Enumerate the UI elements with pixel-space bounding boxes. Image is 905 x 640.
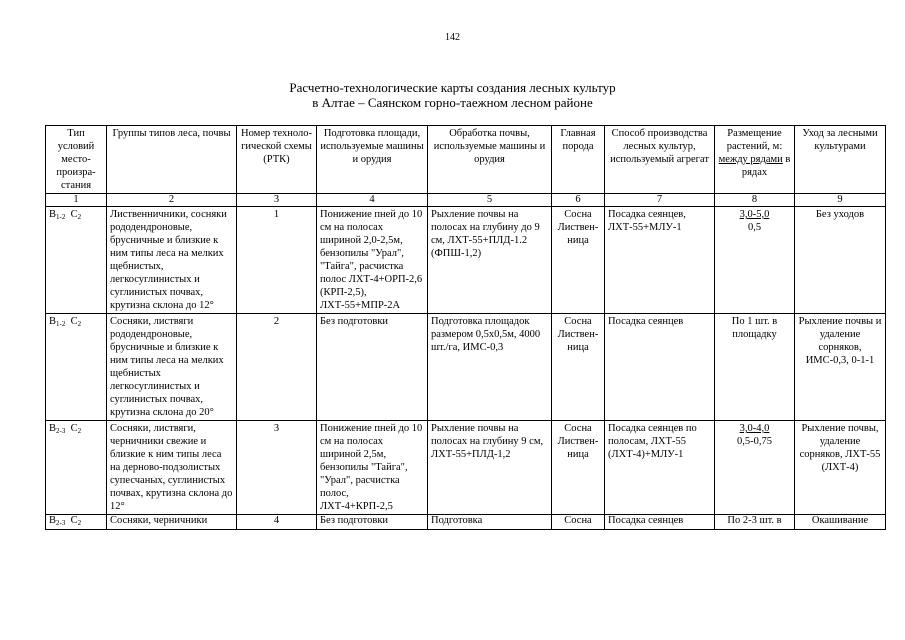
- main-species: Сосна Листвен-ница: [552, 421, 605, 515]
- technology-table: [45, 125, 886, 530]
- main-species: Сосна Листвен-ница: [552, 207, 605, 314]
- placement-between-rows: 3,0-4,0: [739, 423, 770, 434]
- condition-code: $В_{1-2}$ $С_2$: [46, 314, 107, 421]
- plant-placement: [715, 207, 795, 314]
- column-number: 8: [715, 194, 795, 207]
- placement-between-rows: 3,0-5,0: [739, 209, 770, 220]
- condition-code: $В_{2-3}$ $С_2$: [46, 421, 107, 515]
- page-number: 142: [445, 32, 460, 43]
- column-number: 5: [428, 194, 552, 207]
- planting-method: Посадка сеянцев, ЛХТ-55+МЛУ-1: [605, 207, 715, 314]
- site-preparation: Без подготовки: [317, 314, 428, 421]
- forest-groups: Лиственничники, сосняки рододендроновые, брусничные и близкие к ним типы леса на мелких щебнистых, легкосуглинистых и суглинистых почвах, крутизна склона до 12°: [107, 207, 237, 314]
- forest-groups: Сосняки, листвяги, черничники свежие и близкие к ним типы леса на дерново-подзолистых супесчаных, суглинистых почвах, крутизна склона до 12°: [107, 421, 237, 515]
- planting-method: Посадка сеянцев по полосам, ЛХТ-55 (ЛХТ-4)+МЛУ-1: [605, 421, 715, 515]
- main-species: Сосна: [552, 515, 605, 530]
- plant-placement: По 1 шт. в площадку: [715, 314, 795, 421]
- column-number: 1: [46, 194, 107, 207]
- soil-treatment: Подготовка площадок размером 0,5х0,5м, 4000 шт./га, ИМС-0,3: [428, 314, 552, 421]
- table-row: [46, 515, 886, 530]
- main-species: Сосна Листвен-ница: [552, 314, 605, 421]
- header-groups: Группы типов леса, почвы: [107, 126, 237, 194]
- column-number: 2: [107, 194, 237, 207]
- placement-in-rows: 0,5: [747, 222, 762, 233]
- header-placement-pre: Размещение растений, м:: [726, 128, 783, 152]
- culture-care: Окашивание: [795, 515, 886, 530]
- plant-placement: По 2-3 шт. в: [715, 515, 795, 530]
- column-number: 4: [317, 194, 428, 207]
- forest-groups: Сосняки, листвяги рододендроновые, брусничные и близкие к ним типы леса на мелких щебнистых легкосуглинистых и суглинистых почвах, крутизна склона до 20°: [107, 314, 237, 421]
- table-row: [46, 421, 886, 515]
- planting-method: Посадка сеянцев: [605, 314, 715, 421]
- column-number: 6: [552, 194, 605, 207]
- culture-care: Без уходов: [795, 207, 886, 314]
- soil-treatment: Рыхление почвы на полосах на глубину 9 см, ЛХТ-55+ПЛД-1,2: [428, 421, 552, 515]
- culture-care: Рыхление почвы, удаление сорняков, ЛХТ-55 (ЛХТ-4): [795, 421, 886, 515]
- header-soil: Обработка почвы, используемые машины и орудия: [428, 126, 552, 194]
- table-row: [46, 207, 886, 314]
- scheme-number: 2: [237, 314, 317, 421]
- header-prep: Подготовка площади, используемые машины и орудия: [317, 126, 428, 194]
- header-placement-rows: между рядами: [718, 154, 783, 165]
- column-number: 7: [605, 194, 715, 207]
- column-number: 3: [237, 194, 317, 207]
- title-line-2: в Алтае – Саянском горно-таежном лесном районе: [312, 95, 593, 110]
- header-scheme: Номер техноло-гической схемы (РТК): [237, 126, 317, 194]
- condition-code: $В_{1-2}$ $С_2$: [46, 207, 107, 314]
- culture-care: Рыхление почвы и удаление сорняков, ИМС-0,3, 0-1-1: [795, 314, 886, 421]
- header-placement-post: в рядах: [741, 154, 791, 178]
- title-line-1: Расчетно-технологические карты создания лесных культур: [289, 80, 616, 95]
- header-species: Главная порода: [552, 126, 605, 194]
- scheme-number: 3: [237, 421, 317, 515]
- column-number: 9: [795, 194, 886, 207]
- soil-treatment: Подготовка: [428, 515, 552, 530]
- site-preparation: Без подготовки: [317, 515, 428, 530]
- placement-in-rows: 0,5-0,75: [737, 436, 772, 447]
- scheme-number: 1: [237, 207, 317, 314]
- document-title: [0, 80, 905, 110]
- site-preparation: Понижение пней до 10 см на полосах шириной 2,0-2,5м, бензопилы "Урал", "Тайга", расчистка полос ЛХТ-4+ОРП-2,6 (КРП-2,5), ЛХТ-55+МПР-2А: [317, 207, 428, 314]
- header-method: Способ производства лесных культур, используемый агрегат: [605, 126, 715, 194]
- planting-method: Посадка сеянцев: [605, 515, 715, 530]
- site-preparation: Понижение пней до 10 см на полосах шириной 2,5м, бензопилы "Тайга", "Урал", расчистка полос, ЛХТ-4+КРП-2,5: [317, 421, 428, 515]
- scheme-number: 4: [237, 515, 317, 530]
- header-row: [46, 126, 886, 194]
- column-number-row: [46, 194, 886, 207]
- header-placement: [715, 126, 795, 194]
- soil-treatment: Рыхление почвы на полосах на глубину до 9 см, ЛХТ-55+ПЛД-1.2 (ФПШ-1,2): [428, 207, 552, 314]
- plant-placement: [715, 421, 795, 515]
- forest-groups: Сосняки, черничники: [107, 515, 237, 530]
- header-care: Уход за лесными культурами: [795, 126, 886, 194]
- condition-code: $В_{2-3}$ $С_2$: [46, 515, 107, 530]
- header-cond: Тип условий место-произра-стания: [46, 126, 107, 194]
- table-row: [46, 314, 886, 421]
